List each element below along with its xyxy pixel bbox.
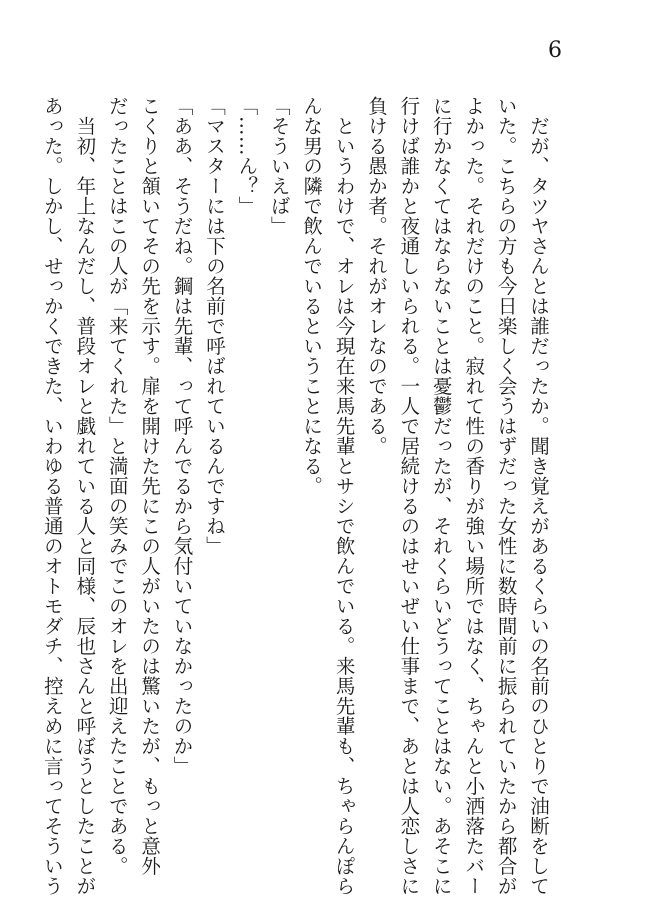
body-text (40, 96, 554, 896)
dialogue-line: 「……ん？」 (235, 96, 259, 216)
text-line: 負ける愚か者。それがオレなのである。 (364, 96, 388, 456)
text-line: よかった。それだけのこと。寂れて性の香りが強い場所ではなく、ちゃんと小洒落たバー (462, 96, 486, 896)
text-line: だったことはこの人が「来てくれた」と満面の笑みでこのオレを出迎えたことである。 (105, 96, 129, 876)
text-line: 当初、年上なんだし、普段オレと戯れている人と同様、辰也さんと呼ぼうとしたことが (73, 96, 97, 896)
dialogue-line: 「ああ、そうだね。鋼は先輩、って呼んでるから気付いていなかったのか」 (170, 96, 194, 776)
text-line: あった。しかし、せっかくできた、いわゆる普通のオトモダチ、控えめに言ってそういう (40, 96, 64, 896)
page-number: 6 (548, 38, 562, 63)
dialogue-line: 「マスターには下の名前で呼ばれているんですね」 (202, 96, 226, 556)
text-line: 行けば誰かと夜通しいられる。一人で居続けるのはせいぜい仕事まで、あとは人恋しさに (397, 96, 421, 896)
text-line: んな男の隣で飲んでいるということになる。 (300, 96, 324, 496)
text-line: こくりと頷いてその先を示す。扉を開けた先にこの人がいたのは驚いたが、もっと意外 (138, 96, 162, 876)
text-line: いた。こちらの方も今日楽しく会うはずだった女性に数時間前に振られていたから都合が (494, 96, 518, 896)
text-line: に行かなくてはならないことは憂鬱だったが、それくらいどうってことはない。あそこに (429, 96, 453, 896)
text-line: だが、タツヤさんとは誰だったか。聞き覚えがあるくらいの名前のひとりで油断をして (527, 96, 550, 896)
text-line: というわけで、オレは今現在来馬先輩とサシで飲んでいる。来馬先輩も、ちゃらんぽら (332, 96, 356, 896)
dialogue-line: 「そういえば」 (267, 96, 291, 236)
